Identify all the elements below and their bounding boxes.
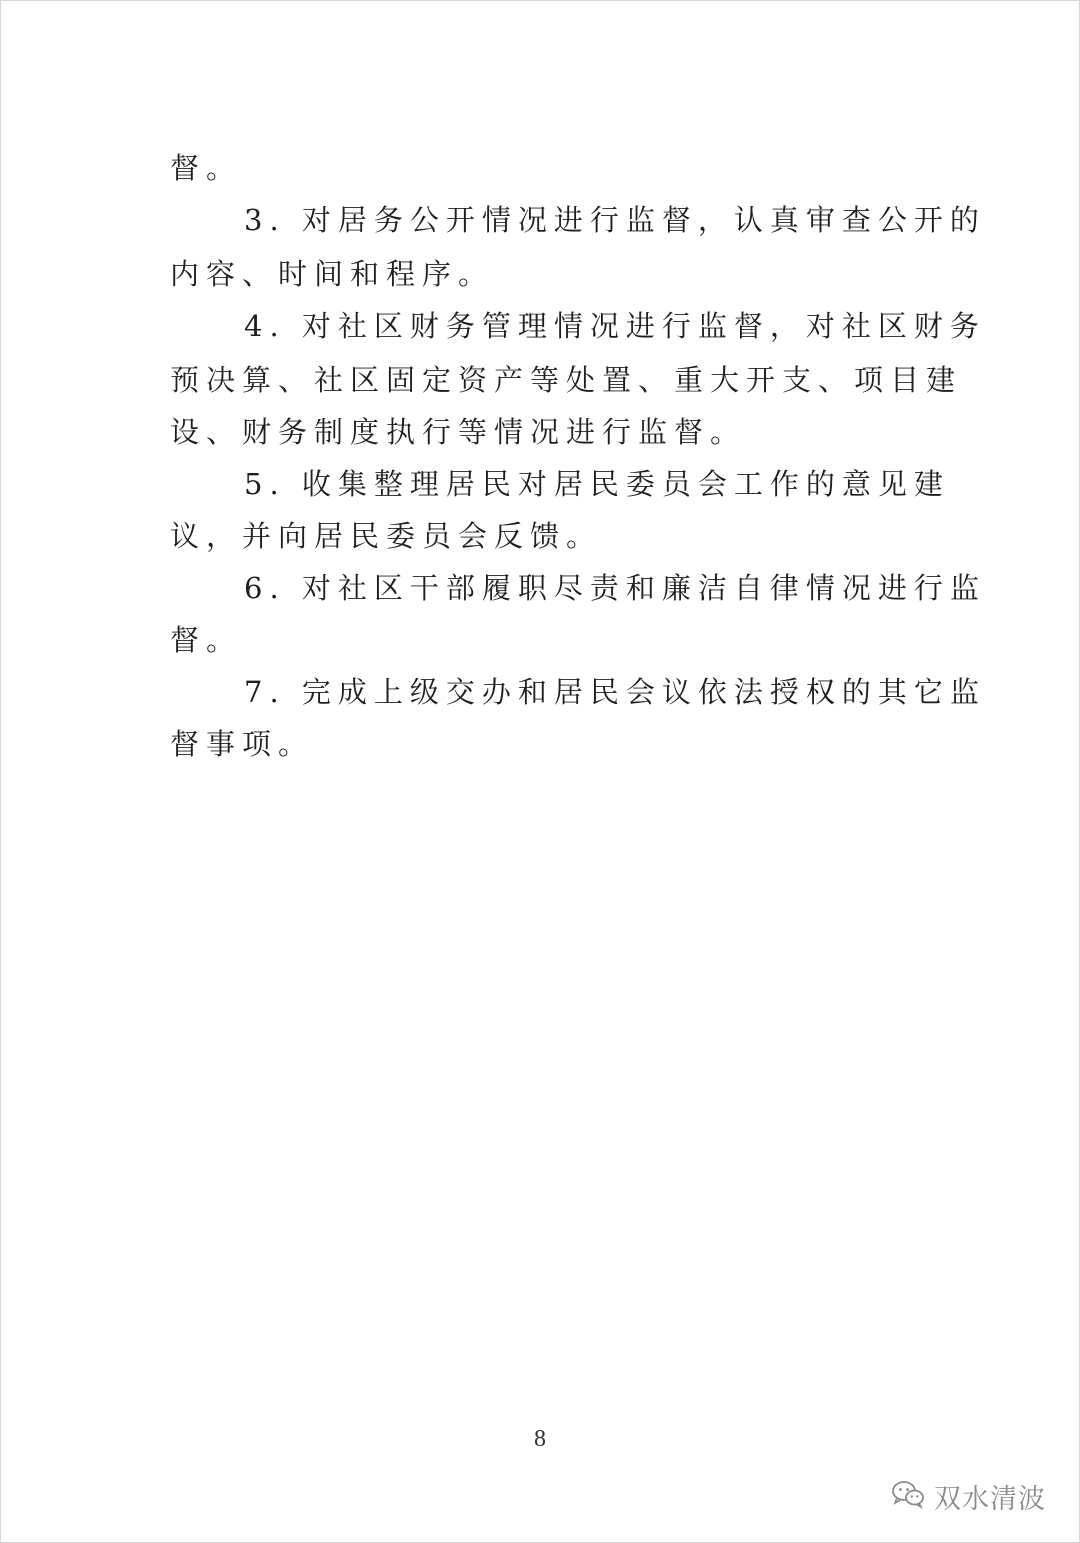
item-7-line-2: 督事项。 <box>170 727 315 761</box>
text-line: 督。 <box>170 151 243 185</box>
item-3-line-2: 内容、时间和程序。 <box>170 257 495 291</box>
item-5-line-2: 议，并向居民委员会反馈。 <box>170 519 603 553</box>
item-7-line-1: 7. 完成上级交办和居民会议依法授权的其它监 <box>244 675 986 709</box>
item-6-line-1: 6. 对社区干部履职尽责和廉洁自律情况进行监 <box>244 571 986 605</box>
item-5-line-1: 5. 收集整理居民对居民委员会工作的意见建 <box>244 467 950 501</box>
watermark-text: 双水清波 <box>934 1483 1046 1515</box>
item-4-line-2: 预决算、社区固定资产等处置、重大开支、项目建 <box>170 363 963 397</box>
item-6-line-2: 督。 <box>170 623 243 657</box>
item-4-line-3: 设、财务制度执行等情况进行监督。 <box>170 415 747 449</box>
item-4-line-1: 4. 对社区财务管理情况进行监督，对社区财务 <box>244 309 986 343</box>
wechat-icon <box>890 1479 926 1513</box>
item-3-line-1: 3. 对居务公开情况进行监督，认真审查公开的 <box>244 203 986 237</box>
page-number: 8 <box>534 1426 546 1452</box>
watermark <box>890 1476 1046 1516</box>
